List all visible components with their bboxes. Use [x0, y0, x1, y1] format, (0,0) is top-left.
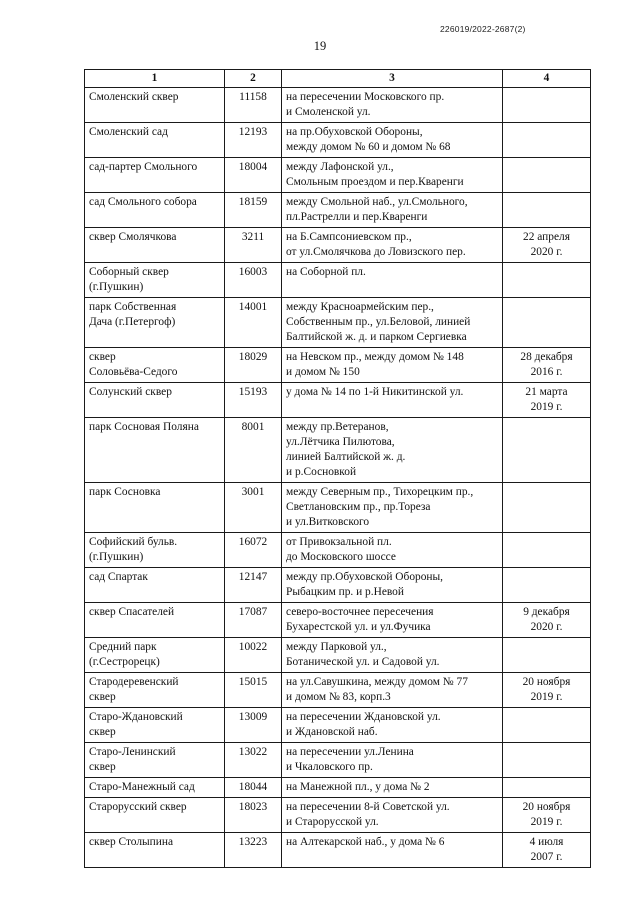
cell-name-line: сквер [89, 351, 116, 363]
cell-code: 17087 [225, 603, 282, 638]
cell-date [503, 158, 591, 193]
cell-location-line: и ул.Витковского [286, 516, 370, 528]
cell-date-line: 2019 г. [530, 401, 563, 413]
cell-name-line: сад Смольного собора [89, 196, 197, 208]
table-row [85, 673, 591, 708]
table-row [85, 483, 591, 533]
cell-code: 18029 [225, 348, 282, 383]
table-header-row [85, 70, 591, 88]
table-row [85, 568, 591, 603]
cell-date-line: 22 апреля [523, 231, 570, 243]
cell-name-line: Старо-Ждановский [89, 711, 183, 723]
cell-date [503, 568, 591, 603]
cell-name [85, 568, 225, 603]
cell-name-line: сквер [89, 726, 116, 738]
cell-code: 3211 [225, 228, 282, 263]
cell-code: 13022 [225, 743, 282, 778]
cell-location [282, 603, 503, 638]
cell-name [85, 123, 225, 158]
cell-date [503, 533, 591, 568]
cell-location-line: на Невском пр., между домом № 148 [286, 351, 464, 363]
cell-date [503, 263, 591, 298]
cell-name-line: сквер Смолячкова [89, 231, 177, 243]
cell-date-line: 2007 г. [530, 851, 563, 863]
cell-location-line: на ул.Савушкина, между домом № 77 [286, 676, 468, 688]
cell-name [85, 193, 225, 228]
table-row [85, 228, 591, 263]
cell-name-line: сад-партер Смольного [89, 161, 198, 173]
cell-location [282, 158, 503, 193]
cell-location [282, 673, 503, 708]
table-row [85, 743, 591, 778]
cell-date [503, 708, 591, 743]
table-row [85, 348, 591, 383]
cell-date [503, 798, 591, 833]
cell-location-line: пл.Растрелли и пер.Кваренги [286, 211, 428, 223]
cell-location-line: Ботанической ул. и Садовой ул. [286, 656, 440, 668]
cell-name-line: парк Собственная [89, 301, 177, 313]
cell-code: 11158 [225, 88, 282, 123]
cell-name-line: Старо-Ленинский [89, 746, 176, 758]
cell-location-line: от Привокзальной пл. [286, 536, 392, 548]
cell-location [282, 833, 503, 868]
cell-code: 16072 [225, 533, 282, 568]
cell-name [85, 673, 225, 708]
cell-location-line: ул.Лётчика Пилютова, [286, 436, 395, 448]
cell-name-line: (г.Пушкин) [89, 551, 144, 563]
cell-location-line: на Манежной пл., у дома № 2 [286, 781, 430, 793]
cell-name [85, 708, 225, 743]
cell-location-line: между домом № 60 и домом № 68 [286, 141, 451, 153]
cell-name-line: Средний парк [89, 641, 157, 653]
table-row [85, 298, 591, 348]
cell-name-line: Соборный сквер [89, 266, 169, 278]
cell-date [503, 88, 591, 123]
cell-location-line: между Красноармейским пер., [286, 301, 434, 313]
cell-name-line: Стародеревенский [89, 676, 179, 688]
cell-name [85, 158, 225, 193]
cell-name-line: Софийский бульв. [89, 536, 178, 548]
cell-date-line: 2016 г. [530, 366, 563, 378]
cell-location [282, 638, 503, 673]
cell-name-line: Смоленский сад [89, 126, 168, 138]
cell-name-line: Старорусский сквер [89, 801, 187, 813]
cell-date-line: 2020 г. [530, 246, 563, 258]
cell-code: 3001 [225, 483, 282, 533]
cell-code: 13009 [225, 708, 282, 743]
cell-location-line: Собственным пр., ул.Беловой, линией [286, 316, 471, 328]
cell-name-line: сквер Столыпина [89, 836, 173, 848]
table-row [85, 123, 591, 158]
cell-location-line: Светлановским пр., пр.Тореза [286, 501, 431, 513]
cell-location-line: на Б.Сампсониевском пр., [286, 231, 412, 243]
cell-name-line: Соловьёва-Седого [89, 366, 178, 378]
table-row [85, 418, 591, 483]
green-areas-table [84, 69, 591, 868]
cell-location-line: северо-восточнее пересечения [286, 606, 434, 618]
cell-location-line: на пересечении Ждановской ул. [286, 711, 441, 723]
cell-date-line: 20 ноября [522, 676, 571, 688]
cell-name [85, 833, 225, 868]
column-header-2: 2 [225, 70, 282, 88]
cell-name-line: Старо-Манежный сад [89, 781, 195, 793]
cell-location-line: и Смоленской ул. [286, 106, 371, 118]
table-row [85, 263, 591, 298]
table-row [85, 193, 591, 228]
table-row [85, 383, 591, 418]
cell-name [85, 798, 225, 833]
cell-code: 15193 [225, 383, 282, 418]
cell-name [85, 638, 225, 673]
cell-location [282, 778, 503, 798]
cell-location [282, 228, 503, 263]
cell-date [503, 228, 591, 263]
cell-name-line: парк Сосновая Поляна [89, 421, 199, 433]
table-row [85, 533, 591, 568]
cell-name-line: (г.Пушкин) [89, 281, 144, 293]
cell-location [282, 348, 503, 383]
cell-date [503, 483, 591, 533]
table-row [85, 158, 591, 193]
cell-name-line: сквер [89, 761, 116, 773]
cell-location [282, 533, 503, 568]
table-row [85, 88, 591, 123]
cell-date [503, 778, 591, 798]
cell-code: 18004 [225, 158, 282, 193]
cell-name-line: сквер [89, 691, 116, 703]
cell-name [85, 483, 225, 533]
cell-name [85, 533, 225, 568]
cell-date [503, 298, 591, 348]
cell-location-line: линией Балтийской ж. д. [286, 451, 406, 463]
cell-location [282, 798, 503, 833]
cell-date [503, 383, 591, 418]
cell-location-line: и домом № 150 [286, 366, 360, 378]
page-number: 19 [313, 39, 327, 53]
cell-location [282, 298, 503, 348]
cell-date [503, 603, 591, 638]
cell-date-line: 9 декабря [523, 606, 570, 618]
cell-date [503, 673, 591, 708]
cell-location [282, 263, 503, 298]
cell-name [85, 348, 225, 383]
cell-location-line: Смольным проездом и пер.Кваренги [286, 176, 464, 188]
cell-name-line: сквер Спасателей [89, 606, 175, 618]
table-row [85, 603, 591, 638]
cell-location-line: на пересечении Московского пр. [286, 91, 445, 103]
cell-date-line: 2019 г. [530, 691, 563, 703]
cell-code: 14001 [225, 298, 282, 348]
cell-location-line: между пр.Обуховской Обороны, [286, 571, 444, 583]
cell-location-line: между Парковой ул., [286, 641, 387, 653]
cell-location [282, 568, 503, 603]
cell-location-line: и р.Сосновкой [286, 466, 357, 478]
cell-location-line: от ул.Смолячкова до Ловизского пер. [286, 246, 466, 258]
table-row [85, 778, 591, 798]
cell-location [282, 383, 503, 418]
cell-location [282, 708, 503, 743]
cell-name-line: Смоленский сквер [89, 91, 179, 103]
cell-location [282, 123, 503, 158]
cell-location-line: на Соборной пл. [286, 266, 366, 278]
cell-location-line: Балтийской ж. д. и парком Сергиевка [286, 331, 467, 343]
cell-name [85, 263, 225, 298]
cell-name [85, 603, 225, 638]
cell-location-line: между Смольной наб., ул.Смольного, [286, 196, 468, 208]
cell-name-line: парк Сосновка [89, 486, 161, 498]
cell-date [503, 123, 591, 158]
cell-location-line: на Алтекарской наб., у дома № 6 [286, 836, 445, 848]
cell-date-line: 28 декабря [520, 351, 573, 363]
cell-name [85, 383, 225, 418]
cell-location-line: между Лафонской ул., [286, 161, 394, 173]
cell-name [85, 743, 225, 778]
table-row [85, 798, 591, 833]
cell-name [85, 88, 225, 123]
cell-date-line: 20 ноября [522, 801, 571, 813]
cell-date-line: 2019 г. [530, 816, 563, 828]
cell-location-line: и Чкаловского пр. [286, 761, 373, 773]
cell-code: 8001 [225, 418, 282, 483]
cell-location [282, 193, 503, 228]
cell-location [282, 418, 503, 483]
cell-date [503, 638, 591, 673]
cell-name [85, 778, 225, 798]
cell-code: 18044 [225, 778, 282, 798]
cell-date-line: 4 июля [529, 836, 564, 848]
cell-location-line: на пр.Обуховской Обороны, [286, 126, 423, 138]
cell-code: 18159 [225, 193, 282, 228]
cell-location-line: и Старорусской ул. [286, 816, 379, 828]
table-row [85, 833, 591, 868]
column-header-3: 3 [282, 70, 503, 88]
cell-location-line: Рыбацким пр. и р.Невой [286, 586, 404, 598]
cell-name [85, 418, 225, 483]
cell-location [282, 88, 503, 123]
cell-name-line: (г.Сестрорецк) [89, 656, 160, 668]
cell-location-line: до Московского шоссе [286, 551, 396, 563]
cell-code: 12193 [225, 123, 282, 158]
cell-date-line: 2020 г. [530, 621, 563, 633]
cell-date [503, 193, 591, 228]
cell-code: 13223 [225, 833, 282, 868]
cell-code: 10022 [225, 638, 282, 673]
cell-location [282, 483, 503, 533]
cell-name-line: Дача (г.Петергоф) [89, 316, 176, 328]
cell-code: 18023 [225, 798, 282, 833]
cell-code: 16003 [225, 263, 282, 298]
cell-location-line: на пересечении ул.Ленина [286, 746, 414, 758]
column-header-1: 1 [85, 70, 225, 88]
cell-location-line: на пересечении 8-й Советской ул. [286, 801, 450, 813]
cell-code: 15015 [225, 673, 282, 708]
cell-code: 12147 [225, 568, 282, 603]
cell-name [85, 298, 225, 348]
document-registration-number: 226019/2022-2687(2) [440, 24, 526, 34]
cell-date [503, 833, 591, 868]
cell-name-line: сад Спартак [89, 571, 148, 583]
cell-name-line: Солунский сквер [89, 386, 172, 398]
cell-date [503, 743, 591, 778]
cell-location-line: между пр.Ветеранов, [286, 421, 389, 433]
column-header-4: 4 [503, 70, 591, 88]
cell-location-line: между Северным пр., Тихорецким пр., [286, 486, 474, 498]
table-row [85, 708, 591, 743]
cell-location-line: у дома № 14 по 1-й Никитинской ул. [286, 386, 464, 398]
cell-date-line: 21 марта [525, 386, 568, 398]
cell-location-line: и Ждановской наб. [286, 726, 378, 738]
cell-location-line: Бухарестской ул. и ул.Фучика [286, 621, 431, 633]
cell-date [503, 418, 591, 483]
table-row [85, 638, 591, 673]
cell-date [503, 348, 591, 383]
cell-name [85, 228, 225, 263]
cell-location [282, 743, 503, 778]
cell-location-line: и домом № 83, корп.3 [286, 691, 391, 703]
